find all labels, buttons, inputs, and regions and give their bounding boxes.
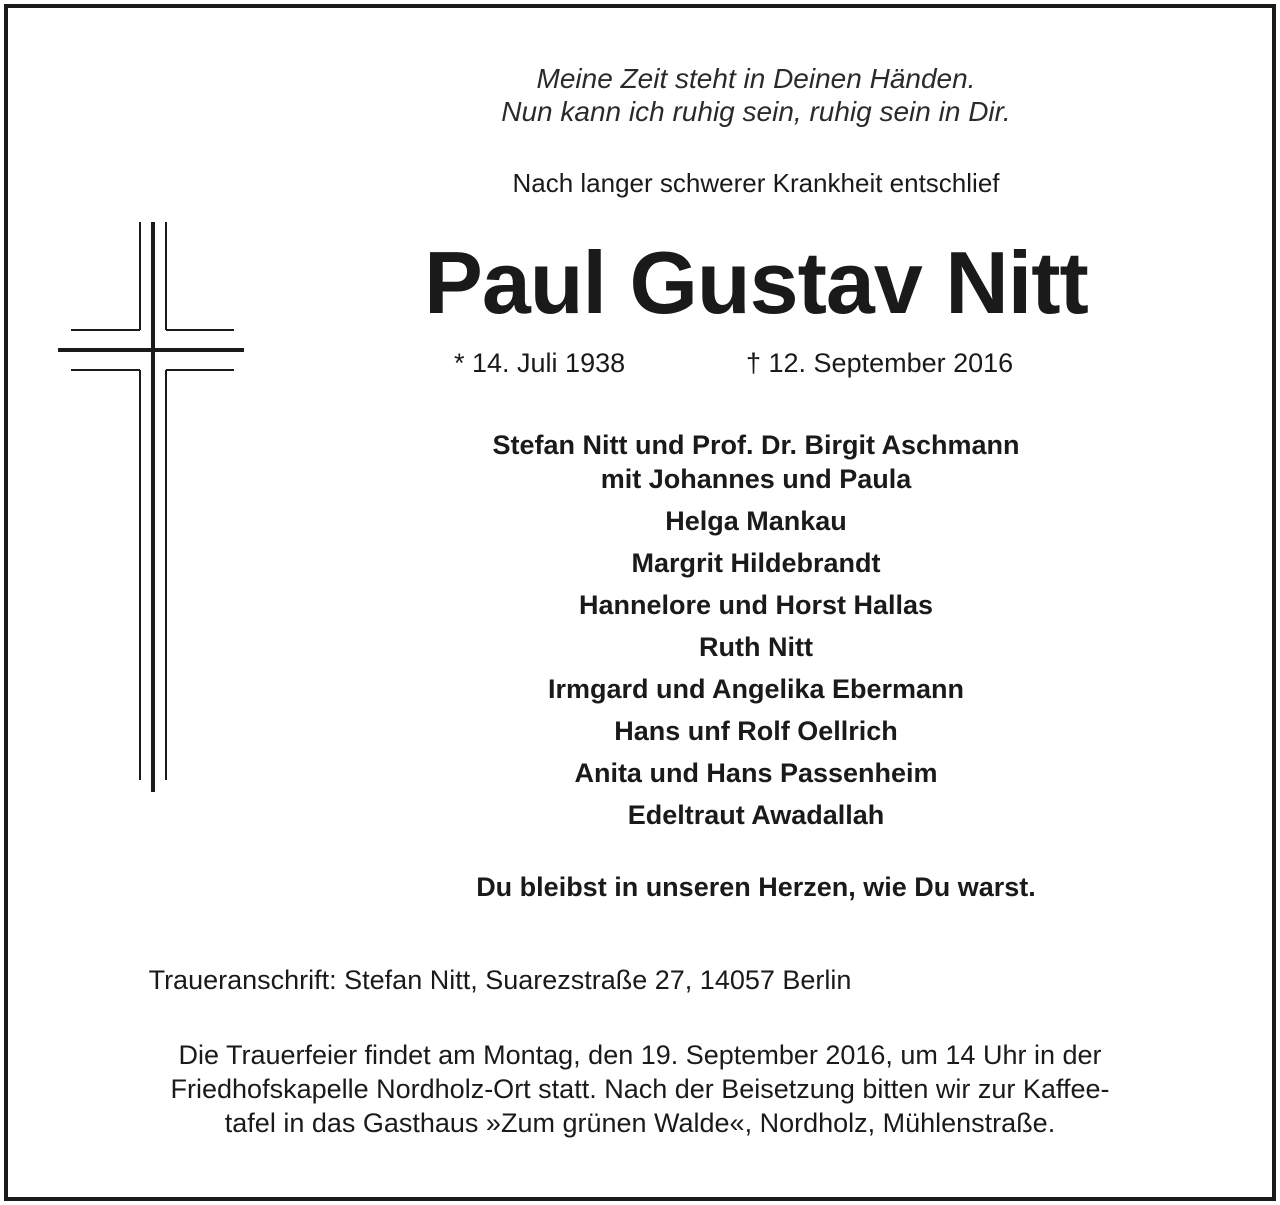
ceremony-line-2: Friedhofskapelle Nordholz-Ort statt. Nach der Beisetzung bitten wir zur Kaffee- (170, 1074, 1110, 1104)
double-line-cross-icon (56, 222, 246, 792)
mourner-line: Stefan Nitt und Prof. Dr. Birgit Aschmann (492, 430, 1020, 460)
motto-verse (306, 62, 1206, 128)
mourning-address (0, 965, 1280, 996)
mourner-line: Anita und Hans Passenheim (574, 758, 938, 788)
birth-date: * 14. Juli 1938 (454, 348, 626, 378)
ceremony-line-1: Die Trauerfeier findet am Montag, den 19. September 2016, um 14 Uhr in der (178, 1040, 1102, 1070)
mourner-line: Helga Mankau (665, 506, 847, 536)
motto-line-1: Meine Zeit steht in Deinen Händen. (536, 63, 976, 94)
mourner-line: mit Johannes und Paula (600, 464, 912, 494)
mourner-line: Margrit Hildebrandt (631, 548, 881, 578)
ceremony-line-3: tafel in das Gasthaus »Zum grünen Walde«, Nordholz, Mühlenstraße. (224, 1108, 1056, 1138)
motto-line-2: Nun kann ich ruhig sein, ruhig sein in Dir. (501, 96, 1011, 127)
life-dates (306, 348, 1206, 384)
mourner-line: Edeltraut Awadallah (627, 800, 885, 830)
mourner-line: Irmgard und Angelika Ebermann (547, 674, 965, 704)
ceremony-notice (0, 1038, 1280, 1140)
mourner-line: Hannelore und Horst Hallas (578, 590, 934, 620)
closing-line: Du bleibst in unseren Herzen, wie Du warst. (476, 872, 1036, 902)
mourners-list (306, 428, 1206, 832)
mourner-line: Hans unf Rolf Oellrich (614, 716, 898, 746)
deceased-name: Paul Gustav Nitt (424, 233, 1088, 332)
mourner-line: Ruth Nitt (699, 632, 813, 662)
intro-text: Nach langer schwerer Krankheit entschlief (512, 168, 1000, 198)
death-date: † 12. September 2016 (746, 348, 1014, 378)
address-text: Traueranschrift: Stefan Nitt, Suarezstraße 27, 14057 Berlin (148, 965, 852, 995)
